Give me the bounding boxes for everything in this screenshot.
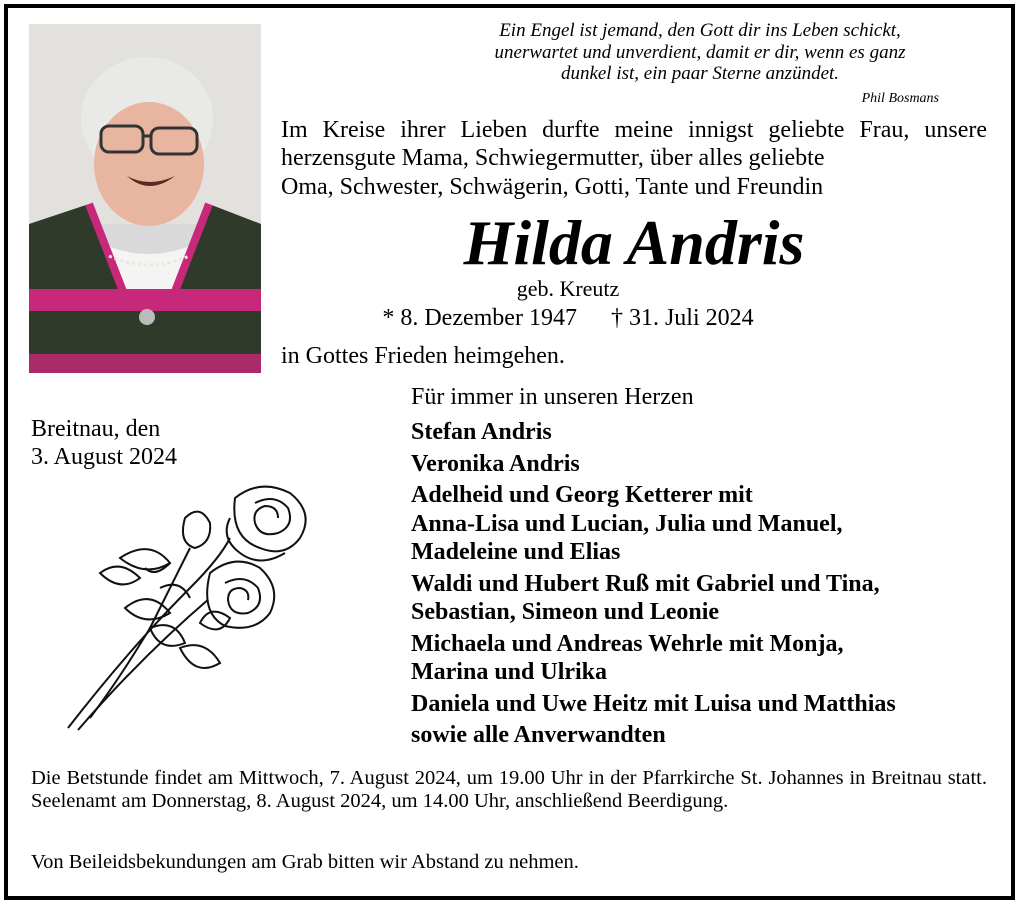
quote-line: Ein Engel ist jemand, den Gott dir ins Leben schickt, <box>499 20 901 41</box>
place-date <box>31 415 177 471</box>
mourners-list <box>411 418 1001 750</box>
mourner-line: Michaela und Andreas Wehrle mit Monja, <box>411 630 844 657</box>
birth-date: * 8. Dezember 1947 <box>382 305 577 331</box>
herzen-text: Für immer in unseren Herzen <box>411 384 694 410</box>
death-date: † 31. Juli 2024 <box>610 305 754 331</box>
quote-line: dunkel ist, ein paar Sterne anzündet. <box>560 63 840 84</box>
mourner-line: sowie alle Anverwandten <box>411 722 666 748</box>
service-info: Die Betstunde findet am Mittwoch, 7. August 2024, um 19.00 Uhr in der Pfarrkirche St. Johannes in Breitnau statt. Seelenamt am Donnerstag, 8. August 2024, um 14.00 Uhr, anschließend Beerdigung. <box>31 767 987 812</box>
mourner-line: Marina und Ulrika <box>411 659 608 685</box>
mourner-line: Waldi und Hubert Ruß mit Gabriel und Tina, <box>411 570 880 597</box>
condolence-request: Von Beileidsbekundungen am Grab bitten wir Abstand zu nehmen. <box>31 851 579 873</box>
quote <box>420 20 980 85</box>
heimgehen-text: in Gottes Frieden heimgehen. <box>281 343 565 369</box>
intro-text: Im Kreise ihrer Lieben durfte meine innigst geliebte Frau, unsere herzensgute Mama, Schwiegermutter, über alles geliebte <box>281 117 987 171</box>
life-dates <box>281 305 855 332</box>
intro-text-last-line: Oma, Schwester, Schwägerin, Gotti, Tante und Freundin <box>281 174 824 200</box>
mourner-line: Stefan Andris <box>411 419 552 445</box>
place: Breitnau, den <box>31 416 161 442</box>
quote-author: Phil Bosmans <box>861 91 939 106</box>
deceased-name: Hilda Andris <box>463 207 805 278</box>
mourner-line: Adelheid und Georg Ketterer mit <box>411 482 753 508</box>
mourner-line: Madeleine und Elias <box>411 539 621 565</box>
rose-illustration <box>60 478 320 738</box>
date: 3. August 2024 <box>31 444 178 470</box>
birth-name: geb. Kreutz <box>516 276 620 301</box>
mourner-line: Daniela und Uwe Heitz mit Luisa und Matthias <box>411 690 896 717</box>
portrait-photo <box>29 24 261 373</box>
mourner-line: Sebastian, Simeon und Leonie <box>411 599 720 625</box>
mourner-line: Veronika Andris <box>411 450 580 477</box>
mourner-line: Anna-Lisa und Lucian, Julia und Manuel, <box>411 510 843 537</box>
quote-line: unerwartet und unverdient, damit er dir, wenn es ganz <box>494 41 906 63</box>
